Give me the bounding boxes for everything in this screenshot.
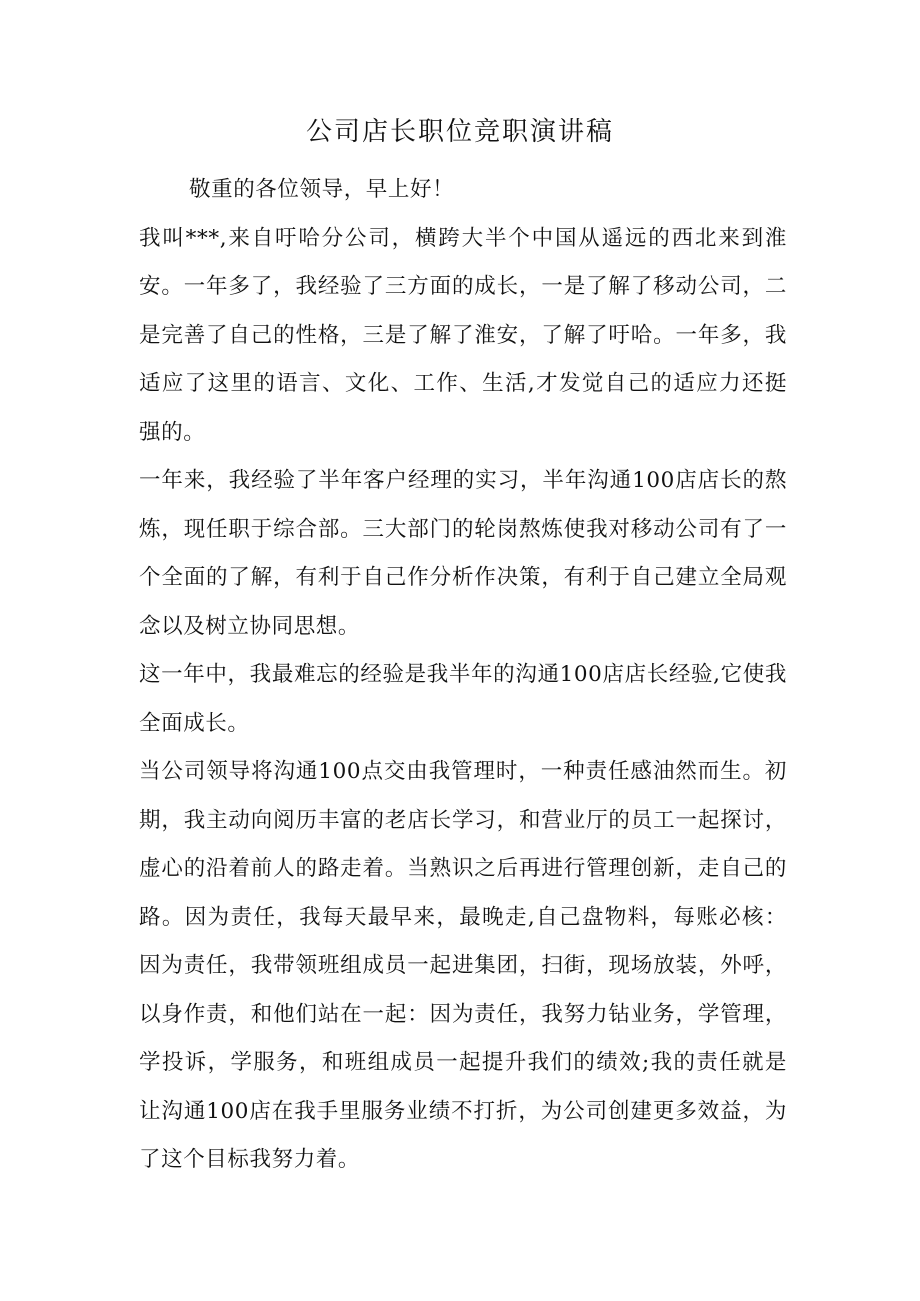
greeting-paragraph: 敬重的各位领导，早上好！ [189, 177, 455, 202]
paragraph-3: 这一年中，我最难忘的经验是我半年的沟通100店店长经验,它使我全面成长。 [139, 662, 787, 736]
document-body [139, 166, 787, 1185]
paragraph-4: 当公司领导将沟通100点交由我管理时，一种责任感油然而生。初期，我主动向阅历丰富的老店长学习，和营业厅的员工一起探讨，虚心的沿着前人的路走着。当熟识之后再进行管理创新，走自己的路。因为责任，我每天最早来，最晚走,自己盘物料，每账必核：因为责任，我带领班组成员一起进集团，扫街，现场放装，外呼，以身作责，和他们站在一起：因为责任，我努力钻业务，学管理，学投诉，学服务，和班组成员一起提升我们的绩效;我的责任就是让沟通100店在我手里服务业绩不打折，为公司创建更多效益，为了这个目标我努力着。 [139, 759, 787, 1172]
paragraph-2: 一年来，我经验了半年客户经理的实习，半年沟通100店店长的熬炼，现任职于综合部。三大部门的轮岗熬炼使我对移动公司有了一个全面的了解，有利于自己作分析作决策，有利于自己建立全局观念以及树立协同思想。 [139, 468, 787, 639]
paragraph-1: 我叫***,来自吁哈分公司，横跨大半个中国从遥远的西北来到淮安。一年多了，我经验了三方面的成长，一是了解了移动公司，二是完善了自己的性格，三是了解了淮安，了解了吁哈。一年多，我适应了这里的语言、文化、工作、生活,才发觉自己的适应力还挺强的。 [139, 225, 787, 445]
document-title: 公司店长职位竞职演讲稿 [305, 117, 614, 147]
